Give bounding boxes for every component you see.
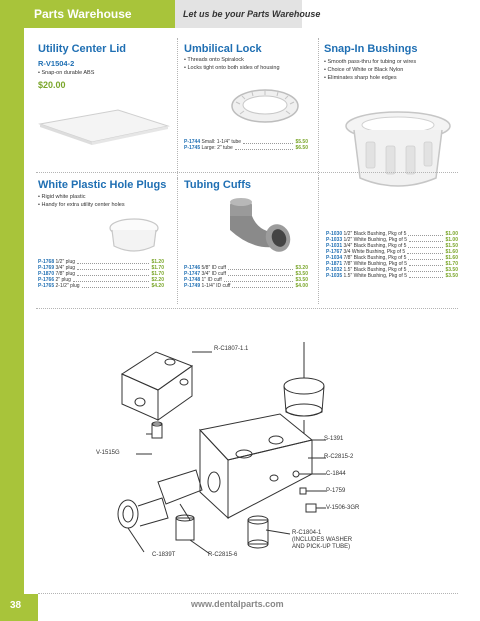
table-row: P-1747 3/4" ID cuff $3.50 bbox=[184, 271, 308, 277]
table-row: P-1765 2-1/2" plug $4.20 bbox=[38, 283, 164, 289]
section-separator bbox=[36, 172, 458, 173]
tubing-cuff-image bbox=[220, 196, 302, 258]
diagram-label: C-1839T bbox=[152, 552, 176, 558]
diagram-label: R-C2815-6 bbox=[208, 552, 238, 558]
utility-lid-price: $20.00 bbox=[38, 80, 66, 90]
table-row: P-1034 7/8" Black Bushing, Pkg of 5 $1.60 bbox=[326, 255, 458, 261]
umbilical-lock-bullets: • Threads onto Spiralock • Locks tight onto both sides of housing bbox=[184, 57, 280, 71]
diagram-label: R-C1807-1.1 bbox=[214, 346, 249, 352]
table-row: P-1033 1/2" White Bushing, Pkg of 5 $1.00 bbox=[326, 237, 458, 243]
footer-separator bbox=[38, 593, 458, 594]
table-row: P-1769 3/4" plug $1.70 bbox=[38, 265, 164, 271]
table-row: P-1748 1" ID cuff $3.50 bbox=[184, 277, 308, 283]
umbilical-lock-table bbox=[184, 139, 308, 151]
diagram-label: P-1759 bbox=[326, 488, 346, 494]
diagram-label: R-C2815-2 bbox=[324, 454, 354, 460]
table-row: P-1032 1.5" Black Bushing, Pkg of 5 $3.50 bbox=[326, 267, 458, 273]
side-strip bbox=[0, 0, 24, 621]
diagram-label: V-1515G bbox=[96, 450, 120, 456]
utility-lid-bullet: • Snap-on durable ABS bbox=[38, 70, 95, 76]
page-number: 38 bbox=[10, 600, 22, 611]
snapin-bushings-title: Snap-In Bushings bbox=[324, 43, 418, 55]
hole-plugs-title: White Plastic Hole Plugs bbox=[38, 179, 167, 191]
table-row: P-1871 7/8" White Bushing, Pkg of 5 $1.70 bbox=[326, 261, 458, 267]
utility-lid-title: Utility Center Lid bbox=[38, 43, 127, 55]
hole-plugs-bullets: • Rigid white plastic • Handy for extra utility center holes bbox=[38, 194, 125, 208]
snapin-bushing-image bbox=[340, 108, 458, 198]
diagram-label: V-1506-3GR bbox=[326, 505, 360, 511]
diagram-label: C-1844 bbox=[326, 471, 346, 477]
tubing-cuffs-title: Tubing Cuffs bbox=[184, 179, 251, 191]
table-row: P-1766 2" plug $2.20 bbox=[38, 277, 164, 283]
umbilical-lock-title: Umbilical Lock bbox=[184, 43, 262, 55]
table-row: P-1767 3/4 White Bushing, Pkg of 5 $1.60 bbox=[326, 249, 458, 255]
header-title: Parts Warehouse bbox=[34, 7, 132, 21]
divider-vertical bbox=[177, 178, 178, 304]
diagram-label-c1804: R-C1804-1 (INCLUDES WASHER AND PICK-UP TUBE) bbox=[292, 530, 353, 550]
table-row: P-1746 5/8" ID cuff $3.20 bbox=[184, 265, 308, 271]
snapin-bushings-bullets: • Smooth pass-thru for tubing or wires • Choice of White or Black Nylon • Eliminates sharp hole edges bbox=[324, 59, 417, 81]
snapin-bushings-table bbox=[326, 231, 458, 279]
table-row: P-1745 Large: 2" tube $6.50 bbox=[184, 145, 308, 151]
table-row: P-1035 1.5" White Bushing, Pkg of 5 $3.50 bbox=[326, 273, 458, 279]
table-row: P-1870 7/8" plug $1.70 bbox=[38, 271, 164, 277]
table-row: P-1744 Small: 1-1/4" tube $5.50 bbox=[184, 139, 308, 145]
diagram-label: S-1391 bbox=[324, 436, 344, 442]
hole-plugs-table bbox=[38, 259, 164, 289]
section-separator bbox=[36, 308, 458, 309]
exploded-parts-diagram bbox=[100, 322, 340, 562]
header-tagline: Let us be your Parts Warehouse bbox=[183, 9, 321, 19]
divider-vertical bbox=[318, 178, 319, 304]
footer-url[interactable]: www.dentalparts.com bbox=[191, 599, 284, 609]
table-row: P-1749 1-1/4" ID cuff $4.00 bbox=[184, 283, 308, 289]
table-row: P-1030 1/2" Black Bushing, Pkg of 5 $1.00 bbox=[326, 231, 458, 237]
tubing-cuffs-table bbox=[184, 265, 308, 289]
divider-vertical bbox=[177, 38, 178, 178]
divider-vertical bbox=[318, 38, 319, 178]
umbilical-lock-image bbox=[228, 84, 302, 128]
table-row: P-1031 3/4" Black Bushing, Pkg of 5 $1.50 bbox=[326, 243, 458, 249]
hole-plug-image bbox=[106, 214, 162, 258]
utility-lid-code: R-V1504-2 bbox=[38, 59, 75, 68]
utility-lid-image bbox=[36, 100, 172, 146]
table-row: P-1768 1/2" plug $1.20 bbox=[38, 259, 164, 265]
